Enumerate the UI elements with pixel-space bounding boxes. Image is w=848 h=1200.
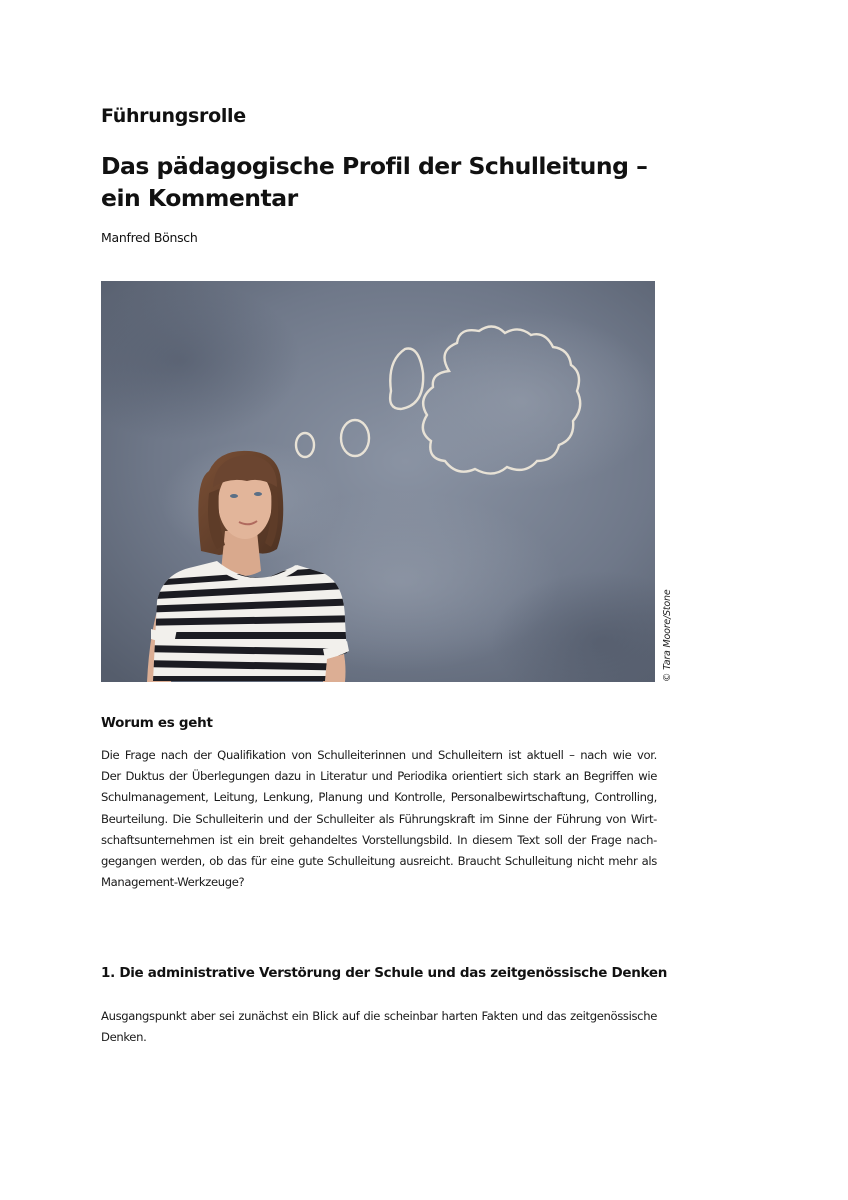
woman-chalkboard-thought-bubble-image xyxy=(101,281,655,682)
article-title: Das pädagogische Profil der Schulleitung – ein Kommentar xyxy=(101,152,648,212)
author-name: Manfred Bönsch xyxy=(101,230,198,245)
paragraph-line: Der Duktus der Überlegungen dazu in Literatur und Periodika orientiert sich stark an Begriffen wie xyxy=(101,769,657,784)
paragraph-line: Management-Werkzeuge? xyxy=(101,875,245,890)
photo-credit: © Tara Moore/Stone xyxy=(662,589,673,682)
section-kicker: Führungsrolle xyxy=(101,105,246,127)
intro-paragraph xyxy=(101,745,657,893)
paragraph-line: Denken. xyxy=(101,1030,147,1045)
paragraph-line: gegangen werden, ob das für eine gute Schulleitung ausreicht. Braucht Schulleitung nicht mehr als xyxy=(101,854,657,869)
section-heading-1: 1. Die administrative Verstörung der Schule und das zeitgenössische Denken xyxy=(101,965,668,981)
section-1-paragraph xyxy=(101,1006,657,1048)
paragraph-line: Schulmanagement, Leitung, Lenkung, Planung und Kontrolle, Personalbewirtschaftung, Controlling, xyxy=(101,790,657,805)
paragraph-line: Ausgangspunkt aber sei zunächst ein Blick auf die scheinbar harten Fakten und das zeitgenössische xyxy=(101,1009,657,1023)
article-photo xyxy=(101,281,655,682)
paragraph-line: Beurteilung. Die Schulleiterin und der Schulleiter als Führungskraft im Sinne der Führung von Wirt- xyxy=(101,811,657,826)
section-heading-worum-es-geht: Worum es geht xyxy=(101,715,213,731)
paragraph-line: schaftsunternehmen ist ein breit gehandeltes Vorstellungsbild. In diesem Text soll der Frage nach- xyxy=(101,832,657,847)
paragraph-line: Die Frage nach der Qualifikation von Schulleiterinnen und Schulleitern ist aktuell – nach wie vor. xyxy=(101,748,657,762)
